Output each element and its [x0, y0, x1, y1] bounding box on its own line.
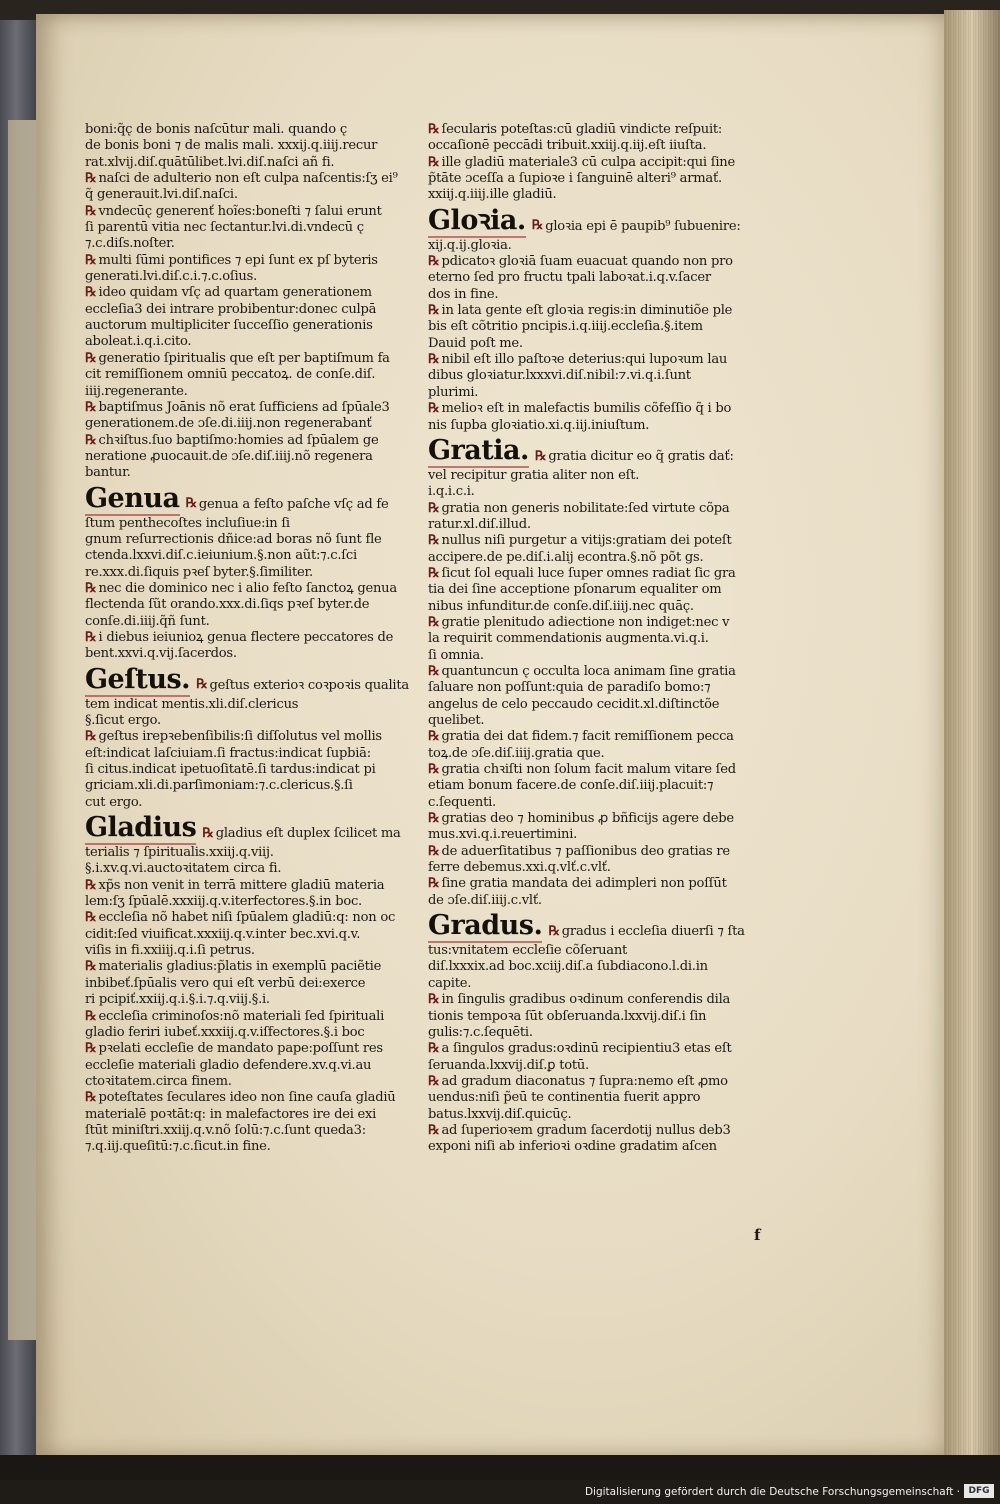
pilcrow-icon: ℞ — [428, 122, 440, 137]
entry-text: xp̃s non venit in terrā mittere gladiū materia — [98, 877, 385, 893]
entry-line — [85, 171, 415, 187]
pilcrow-icon: ℞ — [185, 496, 197, 512]
heading-text: genua a feſto paſche vſc̨ ad fe — [198, 496, 389, 512]
pilcrow-icon: ℞ — [428, 154, 440, 170]
entry-text: quantuncun c̨ occulta loca animam ſine gratia — [441, 663, 736, 679]
entry-line — [428, 1074, 758, 1090]
entry-text: ſine gratia mandata dei adimpleri non poſſūt — [441, 876, 727, 892]
pilcrow-icon: ℞ — [85, 877, 97, 893]
heading-entry — [85, 482, 415, 516]
entry-line — [428, 1123, 758, 1139]
entry-text: gratia chꝛiſti non ſolum facit malum vitare ſed — [441, 762, 736, 778]
pilcrow-icon: ℞ — [85, 399, 97, 415]
continuation-line: tem indicat mentis.xli.diſ.clericus — [85, 696, 299, 712]
entry-text: eccleſia criminoſos:nõ materiali ſed ſpirituali — [98, 1008, 385, 1024]
heading-text: geſtus exterioꝛ coꝛpoꝛis qualita — [209, 677, 409, 693]
continuation-line: ſi omnia. — [428, 647, 484, 663]
continuation-line: ſi parentū vitia nec ſectantur.lvi.di.vndecū c̨ — [85, 220, 364, 236]
continuation-line: bantur. — [85, 465, 131, 481]
continuation-line: etiam bonum facere.de conſe.diſ.iiij.placuit:⁊ — [428, 778, 714, 794]
entry-line — [85, 729, 415, 745]
entry-line — [85, 1041, 415, 1057]
continuation-line: de bonis boni ⁊ de malis mali. xxxij.q.iiij.recur — [85, 138, 378, 154]
continuation-line: iiij.regenerante. — [85, 383, 188, 399]
continuation-line: xij.q.ij.gloꝛia. — [428, 237, 512, 253]
entry-line — [85, 1009, 415, 1025]
heading-text: gratia dicitur eo q̃ gratis dať: — [548, 448, 734, 464]
continuation-line: Dauid poſt me. — [428, 335, 523, 351]
entry-text: in lata gente eſt gloꝛia regis:in diminutiõe ple — [441, 303, 733, 319]
pilcrow-icon: ℞ — [534, 448, 547, 464]
entry-text: gratia dei dat fidem.⁊ facit remiſſionem pecca — [441, 729, 734, 745]
entry-line — [428, 762, 758, 778]
continuation-line: flectenda ſũt orando.xxx.di.ſiqs pꝛeſ byter.de — [85, 597, 370, 613]
entry-text: materialis gladius:p̃latis in exemplū paciẽtie — [98, 959, 382, 975]
pilcrow-icon: ℞ — [85, 171, 97, 187]
pilcrow-icon: ℞ — [85, 252, 97, 268]
pilcrow-icon: ℞ — [85, 959, 97, 975]
continuation-line: auctorum multipliciter ſucceſſio generationis — [85, 318, 373, 334]
entry-line — [428, 155, 758, 171]
pilcrow-icon: ℞ — [531, 218, 544, 234]
entry-text: ideo quidam vſc̨ ad quartam generationem — [98, 285, 372, 301]
continuation-line: conſe.di.iiij.q̃ñ ſunt. — [85, 613, 210, 629]
heading-text: gradus i eccleſia diuerſi ⁊ ſta — [561, 924, 745, 940]
pilcrow-icon: ℞ — [428, 303, 440, 319]
pilcrow-icon: ℞ — [428, 729, 440, 745]
heading-entry — [428, 204, 758, 238]
continuation-line: rat.xlvij.diſ.quātūlibet.lvi.diſ.naſci añ fi. — [85, 154, 335, 170]
entry-line — [428, 992, 758, 1008]
entry-text: pdicatoꝛ gloꝛiā ſuam euacuat quando non pro — [441, 254, 733, 270]
heading-entry — [428, 909, 758, 943]
entry-text: gratie plenitudo adiectione non indiget:nec v — [441, 614, 730, 630]
pilcrow-icon: ℞ — [85, 1041, 97, 1057]
continuation-line: cit remiſſionem omniū peccatoꝝ. de conſe.diſ. — [85, 367, 376, 383]
entry-text: vndecūc̨ generenť hoĩes:boneſti ⁊ ſalui erunt — [98, 203, 382, 219]
continuation-line: bis eſt cõtritio pncipis.i.q.iiij.eccleſia.§.item — [428, 319, 703, 335]
entry-line — [428, 352, 758, 368]
continuation-line: nibus infunditur.de conſe.diſ.iiij.nec quāc̨. — [428, 598, 694, 614]
entry-text: ad ſuperioꝛem gradum ſacerdotij nullus deb3 — [441, 1122, 731, 1138]
page-stack-shade — [944, 10, 1000, 1460]
pilcrow-icon: ℞ — [85, 1008, 97, 1024]
entry-text: nibil eſt illo paſtoꝛe deterius:qui lupoꝛum lau — [441, 352, 728, 368]
pilcrow-icon: ℞ — [202, 825, 214, 841]
pilcrow-icon: ℞ — [428, 1122, 440, 1138]
continuation-line: ſi citus.indicat ipetuoſitatē.ſi tardus:indicat pi — [85, 762, 376, 778]
continuation-line: inbibeť.ſpūalis vero qui eſt verbū dei:exerce — [85, 975, 366, 991]
entry-text: gratia non generis nobilitate:ſed virtute cõpa — [441, 500, 730, 516]
headword: Genua — [85, 482, 180, 514]
continuation-line: c.ſequenti. — [428, 794, 496, 810]
entry-text: i diebus ieiunioꝝ genua flectere peccatores de — [98, 629, 394, 645]
continuation-line: tionis tempoꝛa ſūt obſeruanda.lxxvij.diſ.i ſin — [428, 1008, 707, 1024]
heading-text: gladius eſt duplex ſcilicet ma — [215, 826, 401, 842]
entry-text: in ſingulis gradibus oꝛdinum conferendis dila — [441, 992, 731, 1008]
pilcrow-icon: ℞ — [428, 533, 440, 549]
pilcrow-icon: ℞ — [428, 992, 440, 1008]
continuation-line: occaſionē peccādi tribuit.xxiij.q.iij.eſt iiuſta. — [428, 138, 707, 154]
entry-line — [85, 630, 415, 646]
continuation-line: re.xxx.di.ſiquis pꝛeſ byter.§.ſimiliter. — [85, 564, 313, 580]
pilcrow-icon: ℞ — [85, 203, 97, 219]
entry-text: generatio ſpiritualis que eſt per baptiſmum fa — [98, 350, 390, 366]
continuation-line: gladio feriri iubeť.xxxiij.q.v.iſfectores.§.i boc — [85, 1024, 365, 1040]
continuation-line: de ɔſe.diſ.iiij.c.vlť. — [428, 892, 542, 908]
entry-line — [85, 878, 415, 894]
entry-text: geſtus irepꝛebenſibilis:ſi diſſolutus vel mollis — [98, 729, 382, 745]
continuation-line: xxiij.q.iiij.ille gladiū. — [428, 187, 557, 203]
continuation-line: p̃tāte ɔceſſa a ſupioꝛe i ſanguinē alteri⁹ armať. — [428, 171, 722, 187]
headword: Gradus. — [428, 910, 543, 942]
entry-line — [85, 285, 415, 301]
scan-background-bottom — [0, 1455, 1000, 1480]
entry-line — [85, 959, 415, 975]
entry-text: pꝛelati eccleſie de mandato pape:poſſunt res — [98, 1041, 383, 1057]
pilcrow-icon: ℞ — [428, 565, 440, 581]
continuation-line: batus.lxxvij.diſ.quicūc̨. — [428, 1106, 572, 1122]
continuation-line: lem:ſʒ ſpūalē.xxxiij.q.v.iterfectores.§.in boc. — [85, 894, 362, 910]
heading-text: gloꝛia epi ē paupib⁹ ſubuenire: — [545, 218, 741, 234]
pilcrow-icon: ℞ — [428, 614, 440, 630]
pilcrow-icon: ℞ — [85, 432, 97, 448]
continuation-line: vel recipitur gratia aliter non eſt. — [428, 467, 640, 483]
entry-text: nullus niſi purgetur a vitijs:gratiam dei poteſt — [441, 533, 732, 549]
continuation-line: tia dei ſine acceptione pſonarum equaliter om — [428, 582, 722, 598]
pilcrow-icon: ℞ — [428, 254, 440, 270]
footer-credit: Digitalisierung gefördert durch die Deutsche Forschungsgemeinschaft · — [584, 1486, 960, 1498]
headword: Gladius — [85, 812, 197, 844]
continuation-line: toꝝ.de ɔſe.diſ.iiij.gratia que. — [428, 745, 605, 761]
continuation-line: ctenda.lxxvi.diſ.c.ieiunium.§.non aũt:⁊.c.ſci — [85, 548, 357, 564]
entry-line — [85, 581, 415, 597]
entry-line — [428, 811, 758, 827]
continuation-line: exponi niſi ab inferioꝛi oꝛdine gradatim aſcen — [428, 1139, 717, 1155]
entry-line — [428, 729, 758, 745]
continuation-line: ratur.xl.diſ.illud. — [428, 516, 531, 532]
entry-line — [428, 844, 758, 860]
continuation-line: cut ergo. — [85, 794, 143, 810]
continuation-line: quelibet. — [428, 713, 485, 728]
continuation-line: terialis ⁊ ſpiritualis.xxiij.q.viij. — [85, 845, 274, 861]
entry-text: nec die dominico nec i alio feſto ſanctoꝝ genua — [98, 580, 397, 596]
continuation-line: dibus gloꝛiatur.lxxxvi.diſ.nibil:⁊.vi.q.i.ſunt — [428, 368, 691, 384]
signature-mark: f — [754, 1226, 761, 1244]
continuation-line: ⁊.q.iij.queſitū:⁊.c.ſicut.in fine. — [85, 1139, 271, 1155]
pilcrow-icon: ℞ — [428, 1041, 440, 1057]
continuation-line: neratione ꝓuocauit.de ɔſe.diſ.iiij.nõ regenera — [85, 448, 373, 464]
headword: Geſtus. — [85, 663, 191, 695]
continuation-line: eccleſia3 dei intrare probibentur:donec culpā — [85, 301, 377, 317]
pilcrow-icon: ℞ — [428, 663, 440, 679]
continuation-line: dos in fine. — [428, 286, 499, 302]
continuation-line: generationem.de ɔſe.di.iiij.non regenerabanť — [85, 416, 372, 432]
entry-text: baptiſmus Joānis nõ erat ſufficiens ad ſpūale3 — [98, 399, 390, 415]
continuation-line: capite. — [428, 975, 472, 991]
pilcrow-icon: ℞ — [428, 843, 440, 859]
continuation-line: ri pcipiť.xxiij.q.i.§.i.⁊.q.viij.§.i. — [85, 992, 270, 1008]
continuation-line: ſtum penthecoſtes incluſiue:in ſi — [85, 515, 290, 531]
entry-line — [85, 910, 415, 926]
entry-line — [428, 1041, 758, 1057]
entry-line — [85, 351, 415, 367]
continuation-line: aboleat.i.q.i.cito. — [85, 334, 192, 350]
continuation-line: ſtūt miniſtri.xxiij.q.v.nõ ſolū:⁊.c.ſunt queda3: — [85, 1122, 366, 1138]
continuation-line: plurimi. — [428, 384, 479, 400]
entry-text: poteſtates ſeculares ideo non ſine cauſa gladiū — [98, 1090, 396, 1106]
entry-line — [428, 566, 758, 582]
entry-line — [428, 501, 758, 517]
pilcrow-icon: ℞ — [85, 629, 97, 645]
continuation-line: nis ſupba gloꝛiatio.xi.q.iij.iniuſtum. — [428, 417, 650, 433]
pilcrow-icon: ℞ — [428, 401, 440, 417]
continuation-line: i.q.i.c.i. — [428, 484, 475, 500]
entry-line — [85, 433, 415, 449]
pilcrow-icon: ℞ — [85, 285, 97, 301]
pilcrow-icon: ℞ — [428, 352, 440, 368]
headword: Gloꝛia. — [428, 204, 526, 236]
heading-entry — [428, 434, 758, 468]
pilcrow-icon: ℞ — [85, 729, 97, 745]
continuation-line: eſt:indicat laſciuiam.ſi fractus:indicat ſupbiā: — [85, 745, 371, 761]
continuation-line: eterno ſed pro fructu tpali laboꝛat.i.q.v.ſacer — [428, 270, 711, 286]
continuation-line: accipere.de pe.diſ.i.alij econtra.§.nõ põt gs. — [428, 549, 704, 565]
entry-text: melioꝛ eſt in malefactis bumilis cõfeſſio q̃ i bo — [441, 401, 732, 417]
facing-page-sliver — [8, 120, 38, 1340]
continuation-line: materialē poꝛtāt:q: in malefactores ire dei exi — [85, 1106, 377, 1122]
entry-text: gratias deo ⁊ hominibus ꝓ bñficijs agere debe — [441, 811, 734, 827]
continuation-line: ſeruanda.lxxvij.diſ.ꝑ totū. — [428, 1057, 589, 1073]
pilcrow-icon: ℞ — [85, 1090, 97, 1106]
pilcrow-icon: ℞ — [428, 876, 440, 892]
entry-line — [85, 204, 415, 220]
continuation-line: ctoꝛitatem.circa finem. — [85, 1073, 232, 1089]
entry-line — [428, 664, 758, 680]
dfg-logo: DFG — [964, 1484, 994, 1498]
continuation-line: tus:vnitatem eccleſie cõſeruant — [428, 943, 628, 959]
heading-entry — [85, 811, 415, 845]
pilcrow-icon: ℞ — [85, 350, 97, 366]
entry-line — [428, 615, 758, 631]
entry-text: naſci de adulterio non eſt culpa naſcentis:ſʒ ei⁹ — [98, 171, 398, 187]
entry-line — [85, 253, 415, 269]
continuation-line: mus.xvi.q.i.reuertimini. — [428, 827, 578, 843]
continuation-line: la requirit commendationis augmenta.vi.q.i. — [428, 631, 709, 647]
continuation-line: ſaluare non poſſunt:quia de paradiſo bomo:⁊ — [428, 680, 711, 696]
continuation-line: diſ.lxxxix.ad boc.xciij.diſ.a ſubdiacono.l.di.in — [428, 959, 708, 975]
continuation-line: angelus de celo peccaudo cecidit.xl.diſtinctõe — [428, 696, 720, 712]
continuation-line: ⁊.c.diſs.noſter. — [85, 236, 175, 252]
continuation-line: boni:q̃c̨ de bonis naſcūtur mali. quando c̨ — [85, 122, 347, 137]
left-text-column — [85, 122, 415, 1156]
pilcrow-icon: ℞ — [428, 811, 440, 827]
entry-text: de aduerſitatibus ⁊ paſſionibus deo gratias re — [441, 843, 730, 859]
entry-text: multi ſūmi pontifices ⁊ epi ſunt ex pſ byteris — [98, 252, 378, 268]
continuation-line: ferre debemus.xxi.q.vlť.c.vlť. — [428, 860, 611, 876]
continuation-line: viſis in fi.xxiiij.q.i.ſi petrus. — [85, 943, 255, 959]
heading-entry — [85, 663, 415, 697]
pilcrow-icon: ℞ — [428, 762, 440, 778]
continuation-line: q̃ generauit.lvi.diſ.naſci. — [85, 187, 238, 203]
entry-text: ad gradum diaconatus ⁊ ſupra:nemo eſt ꝓmo — [441, 1073, 728, 1089]
entry-line — [85, 1090, 415, 1106]
continuation-line: cidit:ſed viuificat.xxxiij.q.v.inter bec.xvi.q.v. — [85, 926, 361, 942]
entry-text: ſecularis poteſtas:cū gladiū vindicte reſpuit: — [441, 122, 723, 137]
entry-line — [428, 401, 758, 417]
entry-line — [428, 533, 758, 549]
continuation-line: gnum reſurrectionis dñice:ad boras nõ ſunt fle — [85, 531, 382, 547]
pilcrow-icon: ℞ — [85, 580, 97, 596]
continuation-line: griciam.xli.di.parſimoniam:⁊.c.clericus.§.ſi — [85, 778, 353, 794]
pilcrow-icon: ℞ — [85, 910, 97, 926]
continuation-line: bent.xxvi.q.vij.ſacerdos. — [85, 646, 237, 662]
entry-line — [428, 876, 758, 892]
continuation-line: uendus:niſi p̃eū te continentia fuerit appro — [428, 1090, 701, 1106]
entry-line — [428, 254, 758, 270]
entry-line — [85, 400, 415, 416]
continuation-line: gulis:⁊.c.ſequēti. — [428, 1024, 533, 1040]
entry-text: a ſingulos gradus:oꝛdinū recipientiu3 etas eſt — [441, 1041, 732, 1057]
continuation-line: §.ſicut ergo. — [85, 713, 161, 728]
continuation-line: eccleſie materiali gladio defendere.xv.q.vi.au — [85, 1057, 372, 1073]
pilcrow-icon: ℞ — [428, 500, 440, 516]
entry-text: ſicut ſol equali luce ſuper omnes radiat ſic gra — [441, 565, 736, 581]
entry-line — [428, 303, 758, 319]
entry-text: eccleſia nõ habet niſi ſpūalem gladiū:q: non oc — [98, 910, 396, 926]
pilcrow-icon: ℞ — [196, 677, 208, 693]
pilcrow-icon: ℞ — [428, 1073, 440, 1089]
right-text-column — [428, 122, 758, 1156]
entry-line — [428, 122, 758, 138]
entry-text: ille gladiū materiale3 cū culpa accipit:qui ſine — [441, 154, 735, 170]
continuation-line: generati.lvi.diſ.c.i.⁊.c.oſius. — [85, 269, 257, 285]
pilcrow-icon: ℞ — [548, 923, 560, 939]
entry-text: chꝛiſtus.ſuo baptiſmo:homies ad ſpūalem ge — [98, 432, 379, 448]
continuation-line: §.i.xv.q.vi.auctoꝛitatem circa fi. — [85, 861, 282, 877]
headword: Gratia. — [428, 434, 529, 466]
